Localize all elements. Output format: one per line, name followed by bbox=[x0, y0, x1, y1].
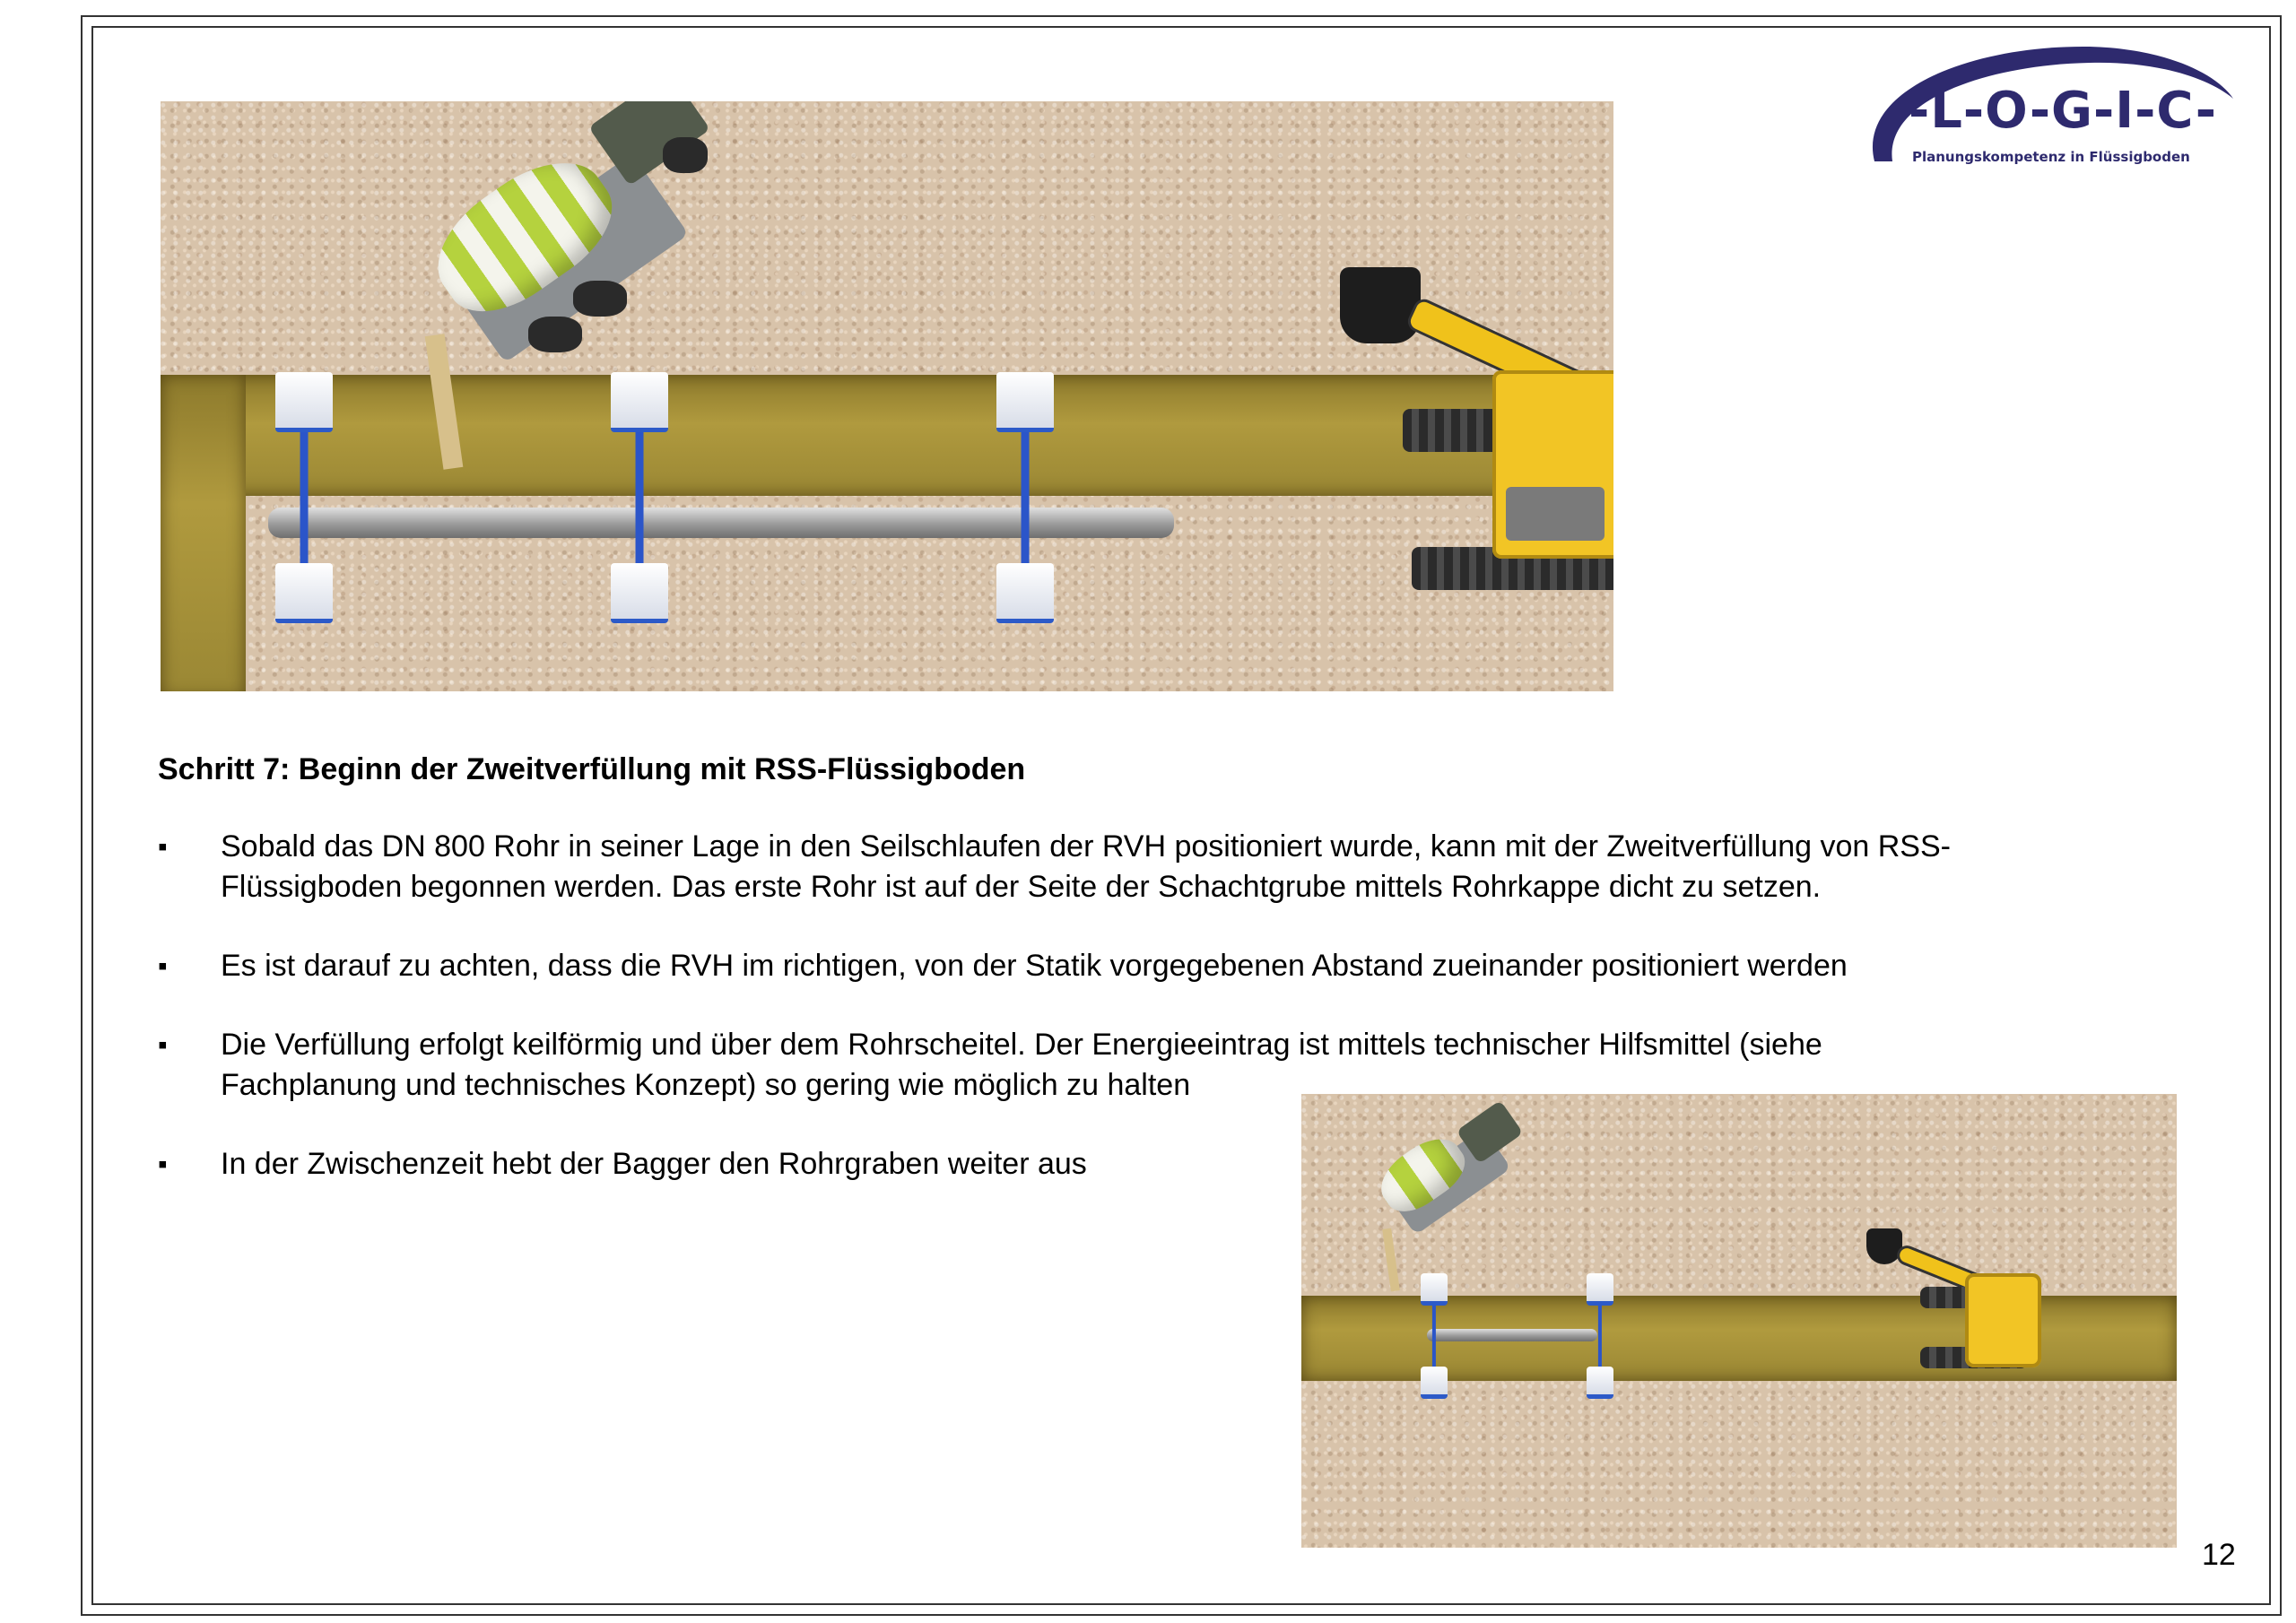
bullet-text: Die Verfüllung erfolgt keilförmig und über dem Rohrscheitel. Der Energieeintrag ist mittels technischer Hilfsmittel (siehe bbox=[221, 1028, 1822, 1062]
wheel bbox=[528, 317, 582, 352]
bullet-marker: ▪ bbox=[158, 1150, 168, 1179]
wheel bbox=[663, 137, 708, 173]
bullet-text: Fachplanung und technisches Konzept) so gering wie möglich zu halten bbox=[221, 1068, 1191, 1102]
company-logo bbox=[1866, 36, 2242, 179]
rvh-holder bbox=[275, 372, 333, 623]
trench-end bbox=[161, 375, 246, 691]
rvh-holder bbox=[1421, 1273, 1448, 1399]
bullet-text: In der Zwischenzeit hebt der Bagger den Rohrgraben weiter aus bbox=[221, 1147, 1087, 1181]
construction-render-overview bbox=[1301, 1094, 2177, 1548]
construction-render-top bbox=[161, 101, 1613, 691]
wheel bbox=[573, 281, 627, 317]
excavator-cab bbox=[1965, 1273, 2041, 1367]
rvh-holder bbox=[1587, 1273, 1613, 1399]
bullet-marker: ▪ bbox=[158, 951, 168, 981]
bullet-text: Flüssigboden begonnen werden. Das erste Rohr ist auf der Seite der Schachtgrube mittels Rohrkappe dicht zu setzen. bbox=[221, 870, 1822, 904]
list-item bbox=[158, 946, 2131, 986]
excavator-bucket bbox=[1340, 267, 1421, 343]
bullet-marker: ▪ bbox=[158, 1030, 168, 1060]
rvh-holder bbox=[996, 372, 1054, 623]
bullet-marker: ▪ bbox=[158, 832, 168, 862]
step-heading: Schritt 7: Beginn der Zweitverfüllung mit RSS-Flüssigboden bbox=[158, 752, 1026, 786]
list-item bbox=[158, 827, 2131, 907]
rvh-holder bbox=[611, 372, 668, 623]
logo-tagline: Planungskompetenz in Flüssigboden bbox=[1912, 149, 2190, 165]
bullet-text: Es ist darauf zu achten, dass die RVH im richtigen, von der Statik vorgegebenen Abstand zueinander positioniert werden bbox=[221, 949, 1848, 983]
page-number: 12 bbox=[2202, 1538, 2236, 1572]
bullet-text: Sobald das DN 800 Rohr in seiner Lage in den Seilschlaufen der RVH positioniert wurde, kann mit der Zweitverfüllung von RSS- bbox=[221, 829, 1951, 864]
concrete-chute bbox=[1382, 1228, 1400, 1292]
logo-name: -L-O-G-I-C- bbox=[1909, 82, 2217, 140]
pipe bbox=[1427, 1329, 1597, 1341]
trench bbox=[161, 375, 1524, 496]
excavator-engine bbox=[1506, 487, 1605, 541]
